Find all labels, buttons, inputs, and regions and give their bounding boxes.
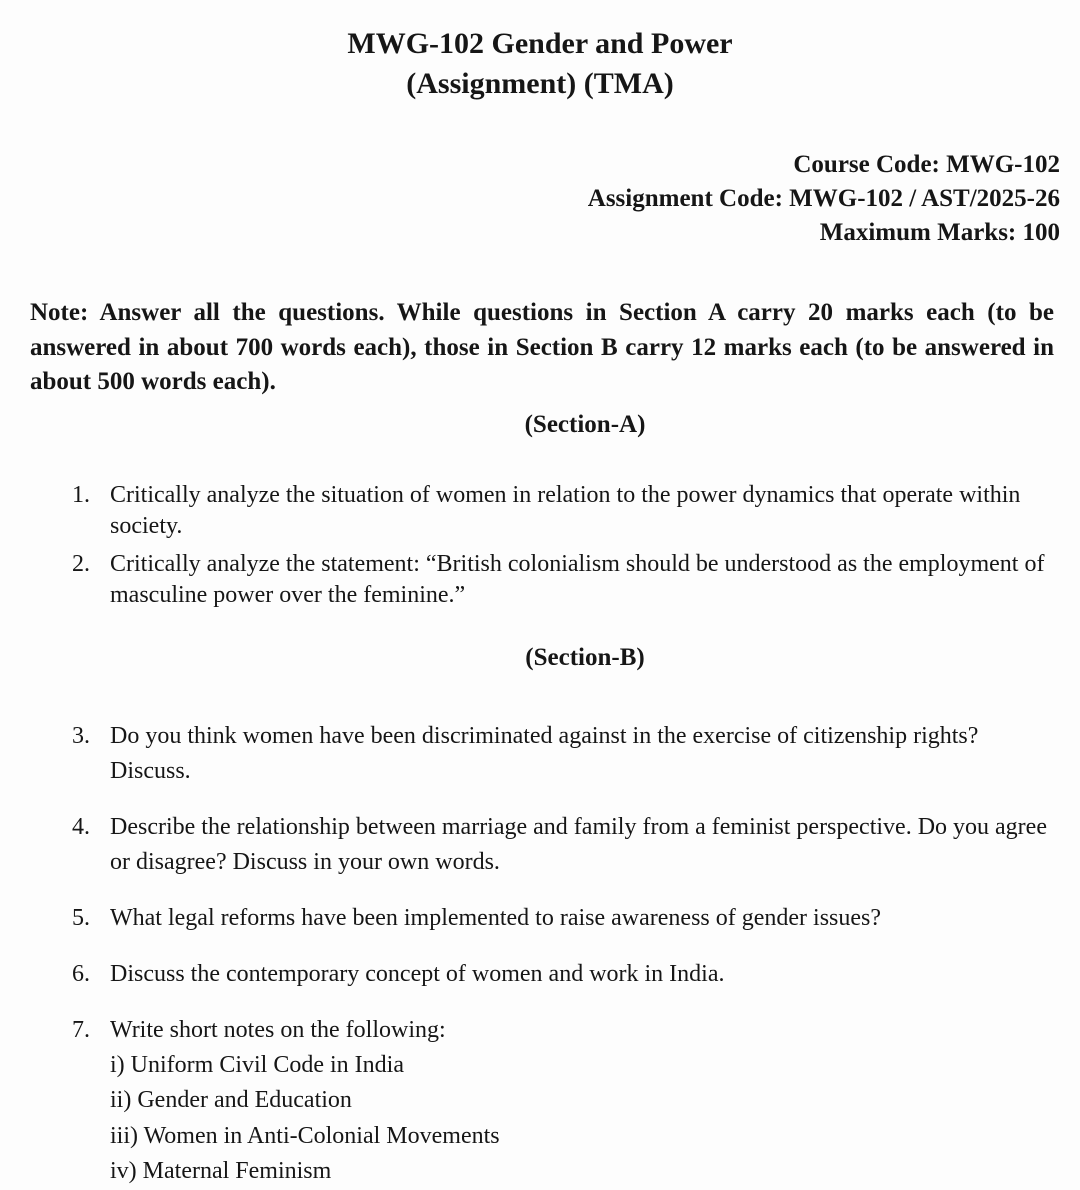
title-line-2: (Assignment) (TMA) xyxy=(406,67,674,100)
question-text: Describe the relationship between marriage and family from a feminist perspective. Do you agree or disagree? Discuss in your own words. xyxy=(110,813,1047,875)
section-b-heading: (Section-B) xyxy=(525,643,645,671)
question-number: 4. xyxy=(72,813,90,840)
course-meta xyxy=(0,148,1060,250)
section-a-questions xyxy=(72,480,1060,611)
document-title xyxy=(0,24,1080,104)
question-text: Discuss the contemporary concept of women and work in India. xyxy=(110,960,725,987)
question-7-subitems xyxy=(110,1048,1060,1190)
question-number: 2. xyxy=(72,550,90,577)
question-2 xyxy=(72,549,1060,611)
question-number: 5. xyxy=(72,904,90,931)
title-line-1: MWG-102 Gender and Power xyxy=(347,27,733,60)
question-text xyxy=(110,1013,1060,1190)
question-4 xyxy=(72,810,1060,880)
question-number: 6. xyxy=(72,960,90,987)
question-5 xyxy=(72,901,1060,936)
subitem-iv: iv) Maternal Feminism xyxy=(110,1158,332,1184)
section-a-heading: (Section-A) xyxy=(524,410,646,438)
question-text: Critically analyze the statement: “British colonialism should be understood as the employment of masculine power over the feminine.” xyxy=(110,550,1045,608)
question-7 xyxy=(72,1013,1060,1190)
question-number: 3. xyxy=(72,722,90,749)
assignment-code: Assignment Code: MWG-102 / AST/2025-26 xyxy=(587,185,1060,212)
question-number: 1. xyxy=(72,481,90,508)
question-text: Do you think women have been discriminated against in the exercise of citizenship rights? Discuss. xyxy=(110,722,979,784)
question-number: 7. xyxy=(72,1016,90,1043)
subitem-ii: ii) Gender and Education xyxy=(110,1087,352,1113)
note-paragraph: Note: Answer all the questions. While questions in Section A carry 20 marks each (to be answered in about 700 words each), those in Section B carry 12 marks each (to be answered in about 500 words each). xyxy=(30,299,1054,395)
question-text: What legal reforms have been implemented to raise awareness of gender issues? xyxy=(110,904,882,931)
question-1 xyxy=(72,480,1060,542)
question-text: Critically analyze the situation of women in relation to the power dynamics that operate within society. xyxy=(110,481,1021,539)
subitem-i: i) Uniform Civil Code in India xyxy=(110,1051,404,1078)
section-b-questions xyxy=(72,719,1060,1190)
course-code: Course Code: MWG-102 xyxy=(793,151,1060,178)
question-7-lead: Write short notes on the following: xyxy=(110,1016,446,1043)
subitem-iii: iii) Women in Anti-Colonial Movements xyxy=(110,1122,500,1149)
question-3 xyxy=(72,719,1060,789)
question-6 xyxy=(72,957,1060,992)
maximum-marks: Maximum Marks: 100 xyxy=(819,219,1060,246)
